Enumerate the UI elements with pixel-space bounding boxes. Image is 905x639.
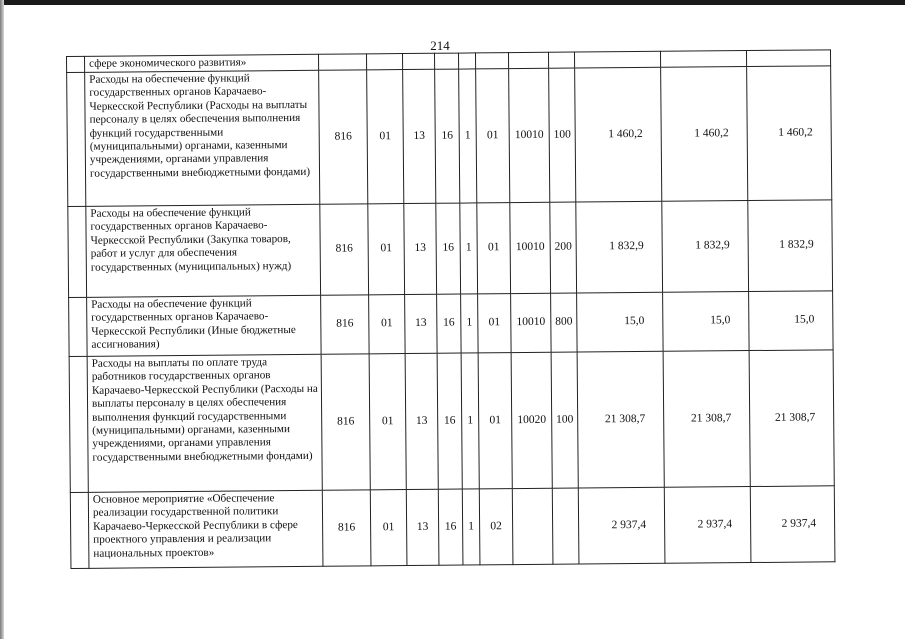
- cell-subsection: 13: [406, 489, 439, 565]
- cell-expense-type: 200: [550, 202, 577, 293]
- cell-amount-3: 1 832,9: [748, 200, 833, 292]
- cell-amount-3: 21 308,7: [749, 350, 834, 487]
- cell-program: 16: [438, 489, 463, 565]
- cell-number: [68, 206, 87, 297]
- page-number: 214: [430, 38, 450, 53]
- cell-amount-2: 1 832,9: [662, 201, 749, 293]
- cell-program: 16: [437, 353, 462, 489]
- cell-subsection: 13: [403, 69, 436, 203]
- cell-direction: 10020: [511, 352, 552, 488]
- cell-number: [70, 492, 89, 568]
- cell-amount-3: [746, 50, 830, 67]
- cell-amount-1: 1 832,9: [576, 201, 663, 293]
- cell-description: Расходы на обеспечение функций государственных органов Карачаево-Черкесской Республики (Расходы на выплаты персоналу в целях обеспечения выполнения функций государственными (муниципальными) органами, казенными учреждениями, органами управления государственными внебюджетными фондами): [85, 70, 320, 206]
- cell-expense-type: 100: [551, 352, 578, 488]
- cell-amount-2: 1 460,2: [661, 67, 748, 202]
- table-row: [70, 486, 835, 569]
- cell-subprogram: 1: [459, 69, 477, 203]
- cell-amount-2: [660, 51, 746, 68]
- cell-section: [366, 54, 402, 70]
- cell-number: [69, 297, 88, 356]
- cell-amount-1: [574, 51, 660, 68]
- cell-subprogram: 1: [460, 203, 478, 294]
- cell-amount-3: 15,0: [749, 291, 834, 351]
- cell-direction: [508, 52, 548, 68]
- cell-amount-3: 2 937,4: [750, 486, 835, 563]
- cell-event: 02: [479, 489, 513, 565]
- table-row: [67, 66, 832, 207]
- cell-amount-1: 21 308,7: [577, 351, 664, 488]
- cell-description: Основное мероприятие «Обеспечение реализации государственной политики Карачаево-Черкесской Республики в сфере проектного управления и реализации национальных проектов»: [88, 490, 323, 568]
- cell-program: 16: [437, 294, 462, 353]
- cell-direction: 10010: [511, 293, 552, 352]
- cell-number: [67, 72, 86, 206]
- table-row: [69, 350, 834, 493]
- cell-event: [475, 53, 508, 69]
- cell-subprogram: [458, 53, 475, 69]
- cell-amount-1: 2 937,4: [578, 487, 665, 564]
- cell-expense-type: [552, 488, 579, 564]
- cell-ministry: 816: [319, 70, 368, 204]
- cell-subsection: 13: [404, 203, 437, 294]
- cell-event: 01: [476, 69, 510, 203]
- cell-subprogram: 1: [461, 353, 479, 489]
- cell-expense-type: 800: [551, 293, 578, 352]
- cell-description: Расходы на обеспечение функций государственных органов Карачаево-Черкесской Республики (Закупка товаров, работ и услуг для обеспечения государственных (муниципальных) нужд): [86, 204, 321, 297]
- scan-border-left: [0, 0, 4, 639]
- cell-amount-2: 21 308,7: [663, 351, 750, 488]
- cell-program: 16: [435, 69, 460, 203]
- cell-expense-type: 100: [549, 68, 576, 202]
- table-row: [69, 291, 833, 357]
- cell-program: [434, 53, 458, 69]
- cell-description: сфере экономического развития»: [85, 54, 319, 72]
- cell-direction: 10010: [510, 202, 551, 293]
- cell-section: 01: [367, 70, 404, 204]
- cell-amount-2: 15,0: [663, 292, 750, 352]
- cell-subprogram: 1: [462, 489, 480, 565]
- cell-direction: [512, 488, 553, 564]
- cell-direction: 10010: [509, 68, 550, 202]
- cell-subsection: 13: [405, 294, 438, 353]
- table-row: [68, 200, 833, 298]
- cell-amount-2: 2 937,4: [664, 487, 751, 564]
- cell-section: 01: [370, 490, 407, 566]
- cell-ministry: 816: [321, 354, 370, 490]
- cell-ministry: 816: [321, 295, 370, 354]
- cell-description: Расходы на выплаты по оплате труда работников государственных органов Карачаево-Черкесской Республики (Расходы на выплаты персоналу в целях обеспечения выполнения функций государственными (муниципальными) органами, казенными учреждениями, органами управления государственными внебюджетными фондами): [87, 354, 322, 492]
- cell-event: 01: [477, 203, 511, 294]
- cell-description: Расходы на обеспечение функций государственных органов Карачаево-Черкесской Республики (Иные бюджетные ассигнования): [87, 295, 322, 356]
- budget-table: [66, 49, 835, 569]
- scan-border-top: [0, 0, 905, 5]
- cell-amount-3: 1 460,2: [747, 66, 832, 201]
- cell-amount-1: 1 460,2: [575, 67, 662, 202]
- cell-amount-1: 15,0: [577, 292, 664, 352]
- cell-subsection: [402, 53, 434, 69]
- cell-ministry: 816: [320, 204, 369, 295]
- cell-ministry: 816: [322, 490, 371, 566]
- cell-subprogram: 1: [461, 294, 479, 353]
- cell-section: 01: [369, 354, 406, 490]
- cell-section: 01: [369, 295, 406, 354]
- cell-expense-type: [548, 52, 574, 68]
- cell-section: 01: [368, 204, 405, 295]
- cell-number: [69, 356, 88, 492]
- cell-ministry: [318, 54, 366, 70]
- cell-program: 16: [436, 203, 461, 294]
- cell-subsection: 13: [405, 353, 438, 489]
- cell-number: [67, 56, 85, 72]
- cell-event: 01: [478, 294, 512, 353]
- cell-event: 01: [478, 353, 512, 489]
